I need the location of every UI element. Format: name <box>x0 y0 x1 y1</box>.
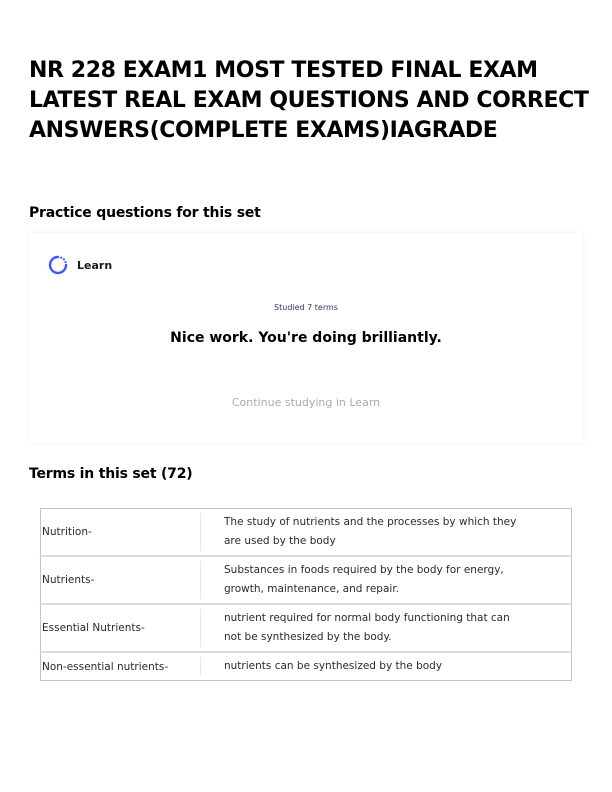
column-divider <box>200 561 201 599</box>
term-word: Essential Nutrients- <box>42 622 145 634</box>
learn-card <box>29 233 583 443</box>
terms-table <box>40 508 572 681</box>
column-divider <box>200 657 201 676</box>
table-row <box>40 605 572 653</box>
term-definition: nutrients can be synthesized by the body <box>224 660 443 672</box>
column-divider <box>200 609 201 647</box>
column-divider <box>200 513 201 551</box>
term-word: Nutrients- <box>42 574 95 586</box>
term-definition: Substances in foods required by the body for energy, growth, maintenance, and repair. <box>224 564 504 595</box>
table-row <box>40 509 572 557</box>
learn-mode-button[interactable] <box>47 254 112 276</box>
term-word: Non-essential nutrients- <box>42 660 169 673</box>
table-row <box>40 653 572 681</box>
learn-progress-icon <box>47 254 69 276</box>
document-title: NR 228 EXAM1 MOST TESTED FINAL EXAM LATEST REAL EXAM QUESTIONS AND CORRECT ANSWERS(COMPLETE EXAMS)IAGRADE <box>29 58 589 143</box>
table-row <box>40 557 572 605</box>
term-word: Nutrition- <box>42 526 92 538</box>
practice-section-heading: Practice questions for this set <box>29 205 261 221</box>
encouragement-message: Nice work. You're doing brilliantly. <box>170 330 442 346</box>
term-definition: The study of nutrients and the processes by which they are used by the body <box>224 516 517 547</box>
terms-section-heading: Terms in this set (72) <box>29 466 193 482</box>
continue-studying-link[interactable]: Continue studying in Learn <box>231 396 381 409</box>
term-definition: nutrient required for normal body functioning that can not be synthesized by the body. <box>224 612 510 643</box>
studied-count-text: Studied 7 terms <box>274 303 338 312</box>
learn-label: Learn <box>77 258 113 272</box>
